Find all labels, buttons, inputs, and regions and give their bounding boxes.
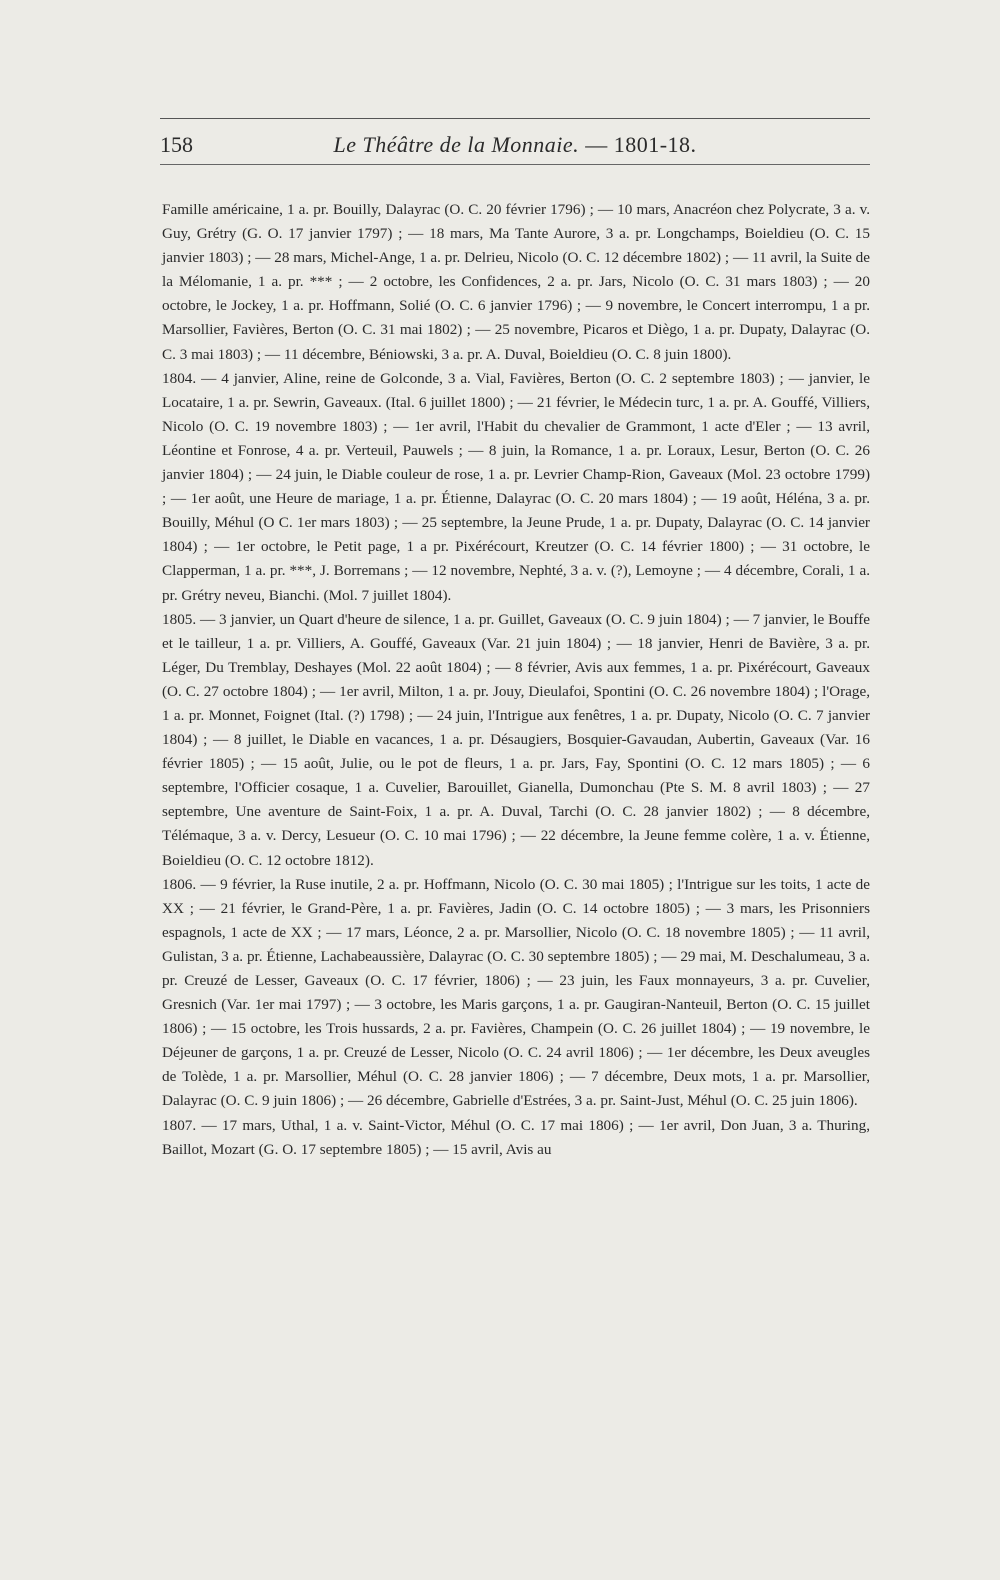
running-title [160,132,870,158]
paragraph-year: 1807. [162,1116,197,1134]
header-rule-top [160,118,870,119]
paragraph-1805 [162,608,870,873]
paragraph-text: — 4 janvier, Aline, reine de Golconde, 3 a. Vial, Favières, Berton (O. C. 2 septembre 1803) ; — janvier, le Locataire, 1 a. pr. Sewrin, Gaveaux. (Ital. 6 juillet 1800) ; — 21 février, le Médecin turc, 1 a. pr. A. Gouffé, Villiers, Nicolo (O. C. 19 novembre 1803) ; — 1er avril, l'Habit du chevalier de Grammont, 1 acte d'Eler ; — 13 avril, Léontine et Fonrose, 4 a. pr. Verteuil, Pauwels ; — 8 juin, la Romance, 1 a. pr. Loraux, Lesur, Berton (O. C. 26 janvier 1804) ; — 24 juin, le Diable couleur de rose, 1 a. pr. Levrier Champ-Rion, Gaveaux (Mol. 23 octobre 1799) ; — 1er août, une Heure de mariage, 1 a. pr. Étienne, Dalayrac (O. C. 20 mars 1804) ; — 19 août, Héléna, 3 a. pr. Bouilly, Méhul (O C. 1er mars 1803) ; — 25 septembre, la Jeune Prude, 1 a. pr. Dupaty, Dalayrac (O. C. 14 janvier 1804) ; — 1er octobre, le Petit page, 1 a pr. Pixérécourt, Kreutzer (O. C. 14 février 1800) ; — 31 octobre, le Clapperman, 1 a. pr. ***, J. Borremans ; — 12 novembre, Nephté, 3 a. v. (?), Lemoyne ; — 4 décembre, Corali, 1 a. pr. Grétry neveu, Bianchi. (Mol. 7 juillet 1804). [162,369,871,604]
running-title-text: Le Théâtre de la Monnaie. [333,132,580,157]
running-header [160,128,870,162]
page-body [162,198,870,1162]
paragraph-year: 1806. [162,875,197,893]
paragraph-1807 [162,1114,870,1162]
paragraph-text: Famille américaine, 1 a. pr. Bouilly, Dalayrac (O. C. 20 février 1796) ; — 10 mars, Anacréon chez Polycrate, 3 a. v. Guy, Grétry (G. O. 17 janvier 1797) ; — 18 mars, Ma Tante Aurore, 3 a. pr. Longchamps, Boieldieu (O. C. 15 janvier 1803) ; — 28 mars, Michel-Ange, 1 a. pr. Delrieu, Nicolo (O. C. 12 décembre 1802) ; — 11 avril, la Suite de la Mélomanie, 1 a. pr. *** ; — 2 octobre, les Confidences, 2 a. pr. Jars, Nicolo (O. C. 31 mars 1803) ; — 20 octobre, le Jockey, 1 a. pr. Hoffmann, Solié (O. C. 6 janvier 1796) ; — 9 novembre, le Concert interrompu, 1 a pr. Marsollier, Favières, Berton (O. C. 31 mai 1802) ; — 25 novembre, Picaros et Diègo, 1 a. pr. Dupaty, Dalayrac (O. C. 3 mai 1803) ; — 11 décembre, Béniowski, 3 a. pr. A. Duval, Boieldieu (O. C. 8 juin 1800). [162,201,870,363]
paragraph-year: 1804. [162,369,197,387]
running-title-dates: — 1801-18. [585,132,697,157]
paragraph-continuation [162,198,870,367]
paragraph-text: — 17 mars, Uthal, 1 a. v. Saint-Victor, Méhul (O. C. 17 mai 1806) ; — 1er avril, Don Juan, 3 a. Thuring, Baillot, Mozart (G. O. 17 septembre 1805) ; — 15 avril, Avis au [162,1116,870,1158]
paragraph-1804 [162,367,870,608]
page-number: 158 [160,132,193,157]
paragraph-year: 1805. [162,610,197,628]
header-rule-bottom [160,164,870,165]
paragraph-text: — 9 février, la Ruse inutile, 2 a. pr. Hoffmann, Nicolo (O. C. 30 mai 1805) ; l'Intrigue sur les toits, 1 acte de XX ; — 21 février, le Grand-Père, 1 a. pr. Favières, Jadin (O. C. 14 octobre 1805) ; — 3 mars, les Prisonniers espagnols, 1 acte de XX ; — 17 mars, Léonce, 2 a. pr. Marsollier, Nicolo (O. C. 18 novembre 1805) ; — 11 avril, Gulistan, 3 a. pr. Étienne, Lachabeaussière, Dalayrac (O. C. 30 septembre 1805) ; — 29 mai, M. Deschalumeau, 3 a. pr. Creuzé de Lesser, Gaveaux (O. C. 17 février, 1806) ; — 23 juin, les Faux monnayeurs, 3 a. pr. Cuvelier, Gresnich (Var. 1er mai 1797) ; — 3 octobre, les Maris garçons, 1 a. pr. Gaugiran-Nanteuil, Berton (O. C. 15 juillet 1806) ; — 15 octobre, les Trois hussards, 2 a. pr. Favières, Champein (O. C. 26 juillet 1804) ; — 19 novembre, le Déjeuner de garçons, 1 a. pr. Creuzé de Lesser, Nicolo (O. C. 24 avril 1806) ; — 1er décembre, les Deux aveugles de Tolède, 1 a. pr. Marsollier, Méhul (O. C. 28 janvier 1806) ; — 7 décembre, Deux mots, 1 a. pr. Marsollier, Dalayrac (O. C. 9 juin 1806) ; — 26 décembre, Gabrielle d'Estrées, 3 a. pr. Saint-Just, Méhul (O. C. 25 juin 1806). [162,875,871,1110]
paragraph-1806 [162,873,870,1114]
paragraph-text: — 3 janvier, un Quart d'heure de silence, 1 a. pr. Guillet, Gaveaux (O. C. 9 juin 1804) ; — 7 janvier, le Bouffe et le tailleur, 1 a. pr. Villiers, A. Gouffé, Gaveaux (Var. 21 juin 1804) ; — 18 janvier, Henri de Bavière, 3 a. pr. Léger, Du Tremblay, Deshayes (Mol. 22 août 1804) ; — 8 février, Avis aux femmes, 1 a. pr. Pixérécourt, Gaveaux (O. C. 27 octobre 1804) ; — 1er avril, Milton, 1 a. pr. Jouy, Dieulafoi, Spontini (O. C. 26 novembre 1804) ; l'Orage, 1 a. pr. Monnet, Foignet (Ital. (?) 1798) ; — 24 juin, l'Intrigue aux fenêtres, 1 a. pr. Dupaty, Nicolo (O. C. 7 janvier 1804) ; — 8 juillet, le Diable en vacances, 1 a. pr. Désaugiers, Bosquier-Gavaudan, Aubertin, Gaveaux (Var. 16 février 1805) ; — 15 août, Julie, ou le pot de fleurs, 1 a. pr. Jars, Fay, Spontini (O. C. 12 mars 1805) ; — 6 septembre, l'Officier cosaque, 1 a. Cuvelier, Barouillet, Gianella, Dumonchau (Pte S. M. 8 avril 1803) ; — 27 septembre, Une aventure de Saint-Foix, 1 a. pr. A. Duval, Tarchi (O. C. 28 janvier 1802) ; — 8 décembre, Télémaque, 3 a. v. Dercy, Lesueur (O. C. 10 mai 1796) ; — 22 décembre, la Jeune femme colère, 1 a. v. Étienne, Boieldieu (O. C. 12 octobre 1812). [162,610,870,869]
